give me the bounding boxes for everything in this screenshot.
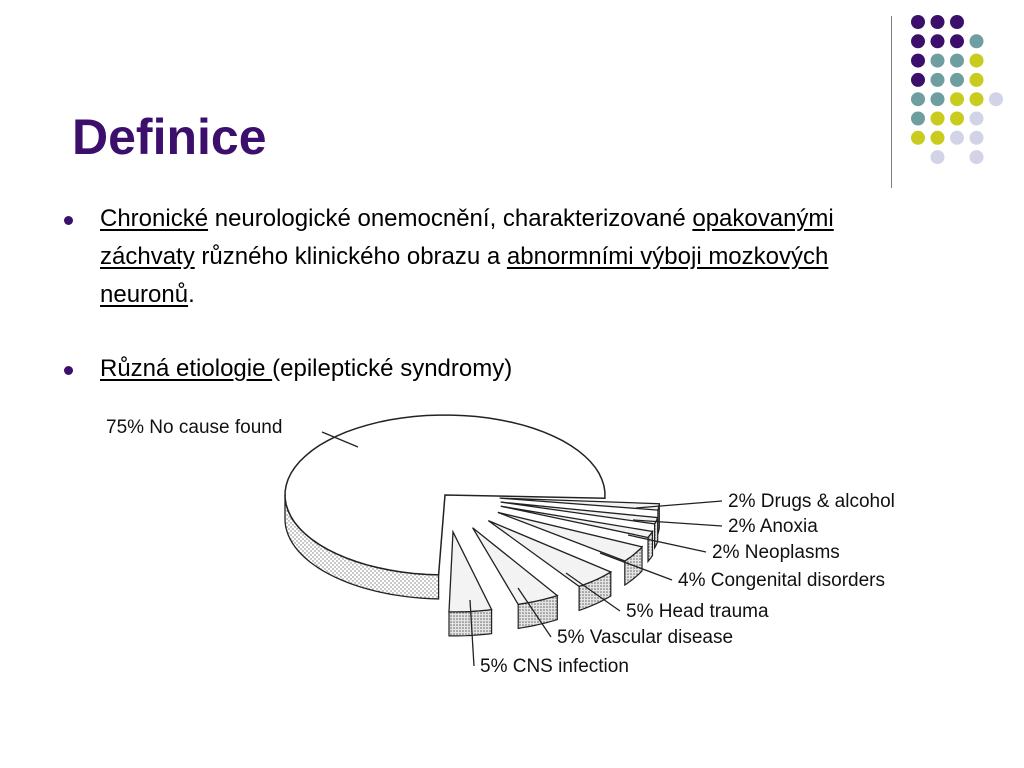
bullet-text-part: různého klinického obrazu a: [194, 243, 507, 270]
slice-label: 4% Congenital disorders: [678, 570, 886, 591]
bullet-text-part: Chronické: [100, 205, 209, 232]
slide-title: Definice: [72, 109, 267, 165]
slice-label: 5% Vascular disease: [557, 627, 734, 648]
bullet-text-part: .: [188, 281, 195, 308]
slice-label: 75% No cause found: [106, 417, 283, 438]
bullet-text-part: opakovanými záchvaty: [100, 205, 834, 270]
slice-label: 2% Anoxia: [728, 516, 818, 537]
bullet-text-part: Různá etiologie: [100, 355, 273, 382]
slice-label: 5% CNS infection: [480, 656, 629, 677]
slice-label: 2% Neoplasms: [712, 542, 840, 563]
slice-label: 5% Head trauma: [626, 601, 769, 622]
bullet-text-part: (epileptické syndromy): [272, 355, 513, 382]
slice-label: 2% Drugs & alcohol: [728, 491, 895, 512]
bullet-text-part: neurologické onemocnění, charakterizované: [208, 205, 693, 232]
bullet-text-part: abnormními výboji mozkových neuronů: [100, 243, 829, 308]
